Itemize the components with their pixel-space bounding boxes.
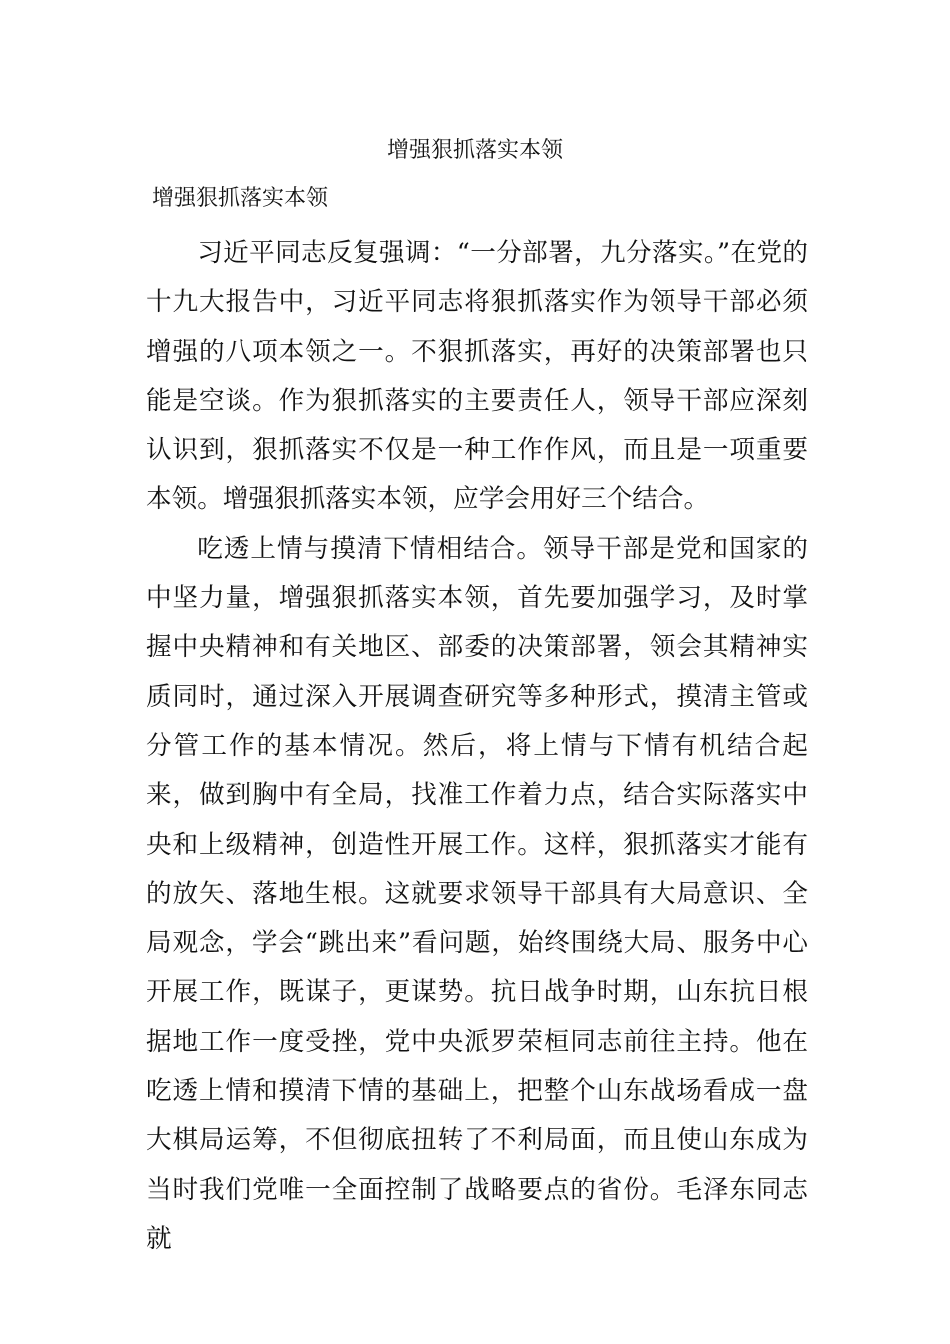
paragraph-intro: 习近平同志反复强调：“一分部署，九分落实。”在党的十九大报告中，习近平同志将狠抓落实作为领导干部必须增强的八项本领之一。不狠抓落实，再好的决策部署也只能是空谈。作为狠抓落实的主要责任人，领导干部应深刻认识到，狠抓落实不仅是一种工作作风，而且是一项重要本领。增强狠抓落实本领，应学会用好三个结合。 — [146, 238, 808, 515]
paragraph-combination-one: 吃透上情与摸清下情相结合。领导干部是党和国家的中坚力量，增强狠抓落实本领，首先要加强学习，及时掌握中央精神和有关地区、部委的决策部署，领会其精神实质同时，通过深入开展调查研究等多种形式，摸清主管或分管工作的基本情况。然后，将上情与下情有机结合起来，做到胸中有全局，找准工作着力点，结合实际落实中央和上级精神，创造性开展工作。这样，狠抓落实才能有的放矢、落地生根。这就要求领导干部具有大局意识、全局观念，学会“跳出来”看问题，始终围绕大局、服务中心开展工作，既谋子，更谋势。抗日战争时期，山东抗日根据地工作一度受挫，党中央派罗荣桓同志前往主持。他在吃透上情和摸清下情的基础上，把整个山东战场看成一盘大棋局运筹，不但彻底扭转了不利局面，而且使山东成为当时我们党唯一全面控制了战略要点的省份。毛泽东同志就 — [146, 533, 808, 1254]
page-title: 增强狠抓落实本领 — [386, 138, 563, 163]
body-text — [146, 229, 808, 1264]
page-subtitle: 增强狠抓落实本领 — [152, 186, 329, 211]
